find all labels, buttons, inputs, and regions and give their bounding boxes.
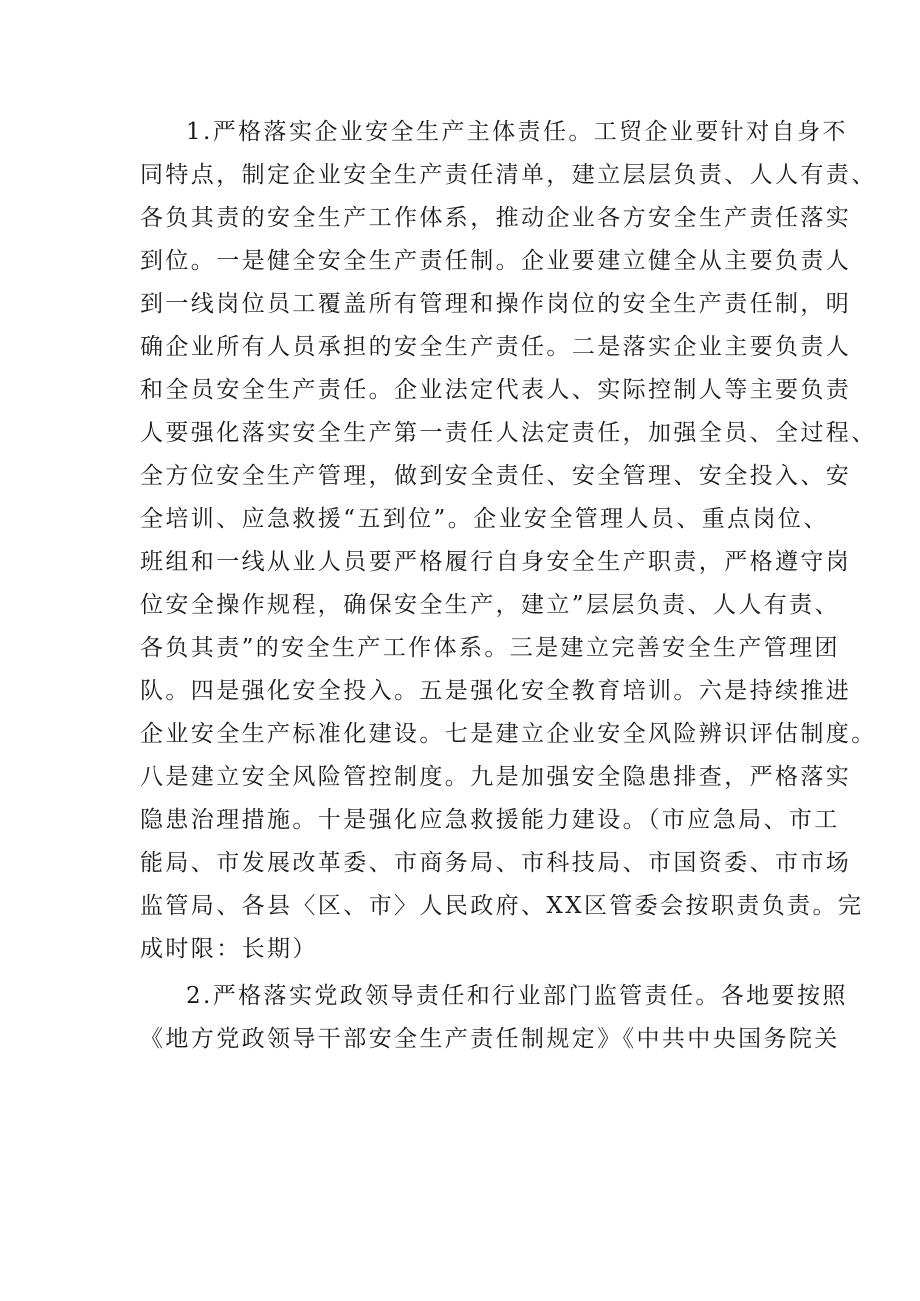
paragraph-1-line-10: 全培训、应急救援“五到位”。企业安全管理人员、重点岗位、 <box>140 506 829 532</box>
paragraph-1-line-1: 1.严格落实企业安全生产主体责任。工贸企业要针对自身不 <box>186 119 848 145</box>
paragraph-1-line-4: 到位。一是健全安全生产责任制。企业要建立健全从主要负责人 <box>140 248 852 274</box>
paragraph-1-line-5: 到一线岗位员工覆盖所有管理和操作岗位的安全生产责任制，明 <box>140 291 852 317</box>
paragraph-1-line-3: 各负其责的安全生产工作体系，推动企业各方安全生产责任落实 <box>140 205 852 231</box>
paragraph-1-line-19: 监管局、各县〈区、市〉人民政府、XX区管委会按职责负责。完 <box>140 893 864 919</box>
paragraph-1-line-15: 企业安全生产标准化建设。七是建立企业安全风险辨识评估制度。 <box>140 721 877 747</box>
paragraph-2-line-2: 《地方党政领导干部安全生产责任制规定》《中共中央国务院关 <box>140 1026 840 1052</box>
paragraph-1-line-7: 和全员安全生产责任。企业法定代表人、实际控制人等主要负责 <box>140 377 852 403</box>
paragraph-1-line-12: 位安全操作规程，确保安全生产，建立”层层负责、人人有责、 <box>140 592 840 618</box>
paragraph-1-line-17: 隐患治理措施。十是强化应急救援能力建设。（市应急局、市工 <box>140 807 840 833</box>
paragraph-1-line-2: 同特点，制定企业安全生产责任清单，建立层层负责、人人有责、 <box>140 162 877 188</box>
paragraph-1-line-9: 全方位安全生产管理，做到安全责任、安全管理、安全投入、安 <box>140 463 852 489</box>
paragraph-1-line-18: 能局、市发展改革委、市商务局、市科技局、市国资委、市市场 <box>140 850 852 876</box>
paragraph-1-line-8: 人要强化落实安全生产第一责任人法定责任，加强全员、全过程、 <box>140 420 877 446</box>
paragraph-1-line-6: 确企业所有人员承担的安全生产责任。二是落实企业主要负责人 <box>140 334 852 360</box>
paragraph-2-line-1: 2.严格落实党政领导责任和行业部门监管责任。各地要按照 <box>186 983 848 1009</box>
paragraph-1-line-16: 八是建立安全风险管控制度。九是加强安全隐患排查，严格落实 <box>140 764 852 790</box>
paragraph-1-line-20: 成时限：长期） <box>140 936 318 962</box>
paragraph-1-line-11: 班组和一线从业人员要严格履行自身安全生产职责，严格遵守岗 <box>140 549 852 575</box>
paragraph-1-line-13: 各负其责”的安全生产工作体系。三是建立完善安全生产管理团 <box>140 635 840 661</box>
paragraph-1-line-14: 队。四是强化安全投入。五是强化安全教育培训。六是持续推进 <box>140 678 852 704</box>
